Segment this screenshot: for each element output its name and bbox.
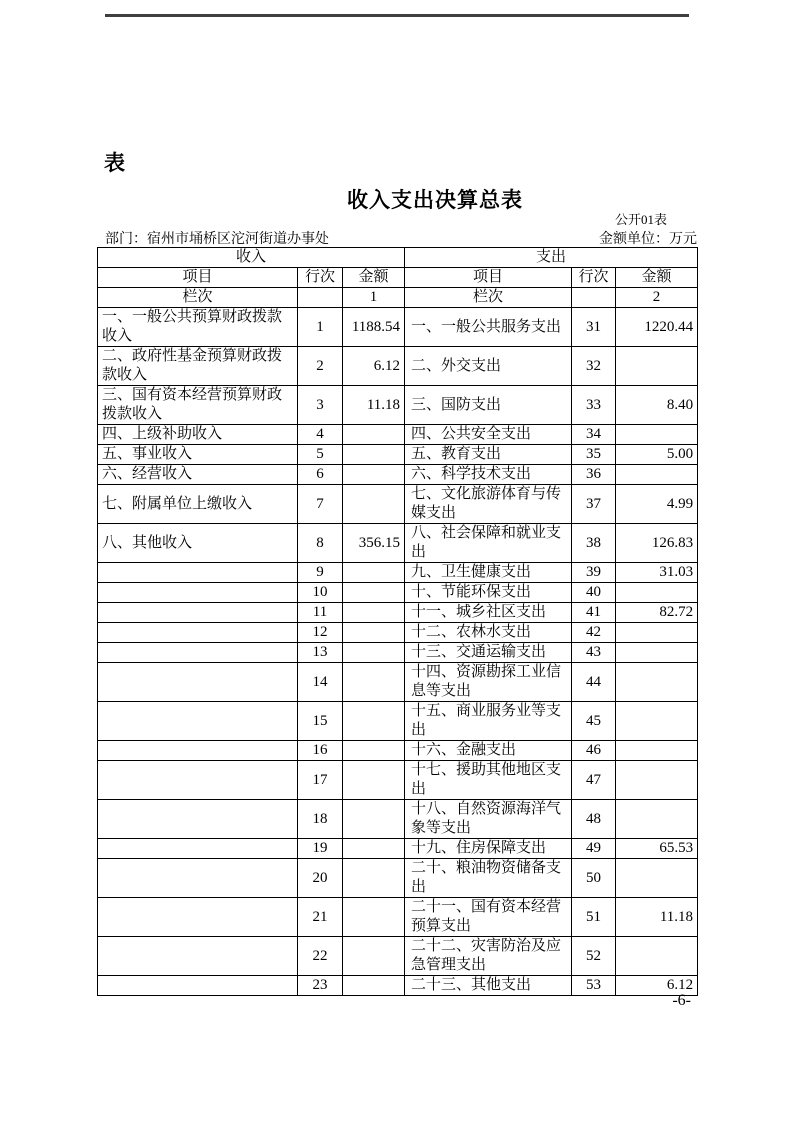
expense-line-cell: 53: [572, 976, 616, 996]
expense-line-header: 行次: [572, 268, 616, 288]
income-item-cell: [98, 603, 298, 623]
expense-index-label: 栏次: [405, 288, 572, 308]
expense-amount-cell: 4.99: [616, 485, 698, 524]
expense-item-cell: 十八、自然资源海洋气象等支出: [405, 800, 572, 839]
income-amount-cell: [343, 485, 405, 524]
table-header-rows: [98, 248, 698, 308]
income-amount-cell: [343, 761, 405, 800]
table-row: [98, 937, 698, 976]
table-row: [98, 663, 698, 702]
expense-amount-cell: [616, 347, 698, 386]
income-item-cell: [98, 643, 298, 663]
income-item-cell: [98, 702, 298, 741]
table-section-row: [98, 248, 698, 268]
income-amount-cell: [343, 603, 405, 623]
expense-item-header: 项目: [405, 268, 572, 288]
expense-item-cell: 十五、商业服务业等支出: [405, 702, 572, 741]
income-item-cell: [98, 898, 298, 937]
income-item-cell: [98, 563, 298, 583]
department-label: 部门：宿州市埇桥区沱河街道办事处: [105, 232, 329, 247]
table-column-header-row: [98, 268, 698, 288]
expense-amount-cell: [616, 623, 698, 643]
expense-amount-cell: [616, 800, 698, 839]
income-line-cell: 1: [298, 308, 343, 347]
expense-line-cell: 36: [572, 465, 616, 485]
table-row: [98, 603, 698, 623]
income-line-cell: 21: [298, 898, 343, 937]
table-row: [98, 445, 698, 465]
expense-item-cell: 十九、住房保障支出: [405, 839, 572, 859]
income-line-header: 行次: [298, 268, 343, 288]
expense-amount-cell: [616, 583, 698, 603]
expense-line-cell: 46: [572, 741, 616, 761]
expense-amount-cell: 65.53: [616, 839, 698, 859]
income-line-cell: 15: [298, 702, 343, 741]
expense-line-cell: 45: [572, 702, 616, 741]
income-index-label: 栏次: [98, 288, 298, 308]
table-body: [98, 308, 698, 996]
expense-amount-cell: 1220.44: [616, 308, 698, 347]
income-line-cell: 8: [298, 524, 343, 563]
expense-amount-cell: 126.83: [616, 524, 698, 563]
expense-line-cell: 35: [572, 445, 616, 465]
expense-line-cell: 49: [572, 839, 616, 859]
expense-amount-cell: [616, 937, 698, 976]
expense-item-cell: 七、文化旅游体育与传媒支出: [405, 485, 572, 524]
expense-item-cell: 十二、农林水支出: [405, 623, 572, 643]
expense-item-cell: 二十三、其他支出: [405, 976, 572, 996]
income-line-cell: 13: [298, 643, 343, 663]
expense-line-cell: 51: [572, 898, 616, 937]
expense-col-index: 2: [616, 288, 698, 308]
income-item-cell: 五、事业收入: [98, 445, 298, 465]
expense-item-cell: 八、社会保障和就业支出: [405, 524, 572, 563]
page-number: -6-: [672, 992, 691, 1009]
income-amount-cell: [343, 800, 405, 839]
income-line-cell: 19: [298, 839, 343, 859]
income-amount-header: 金额: [343, 268, 405, 288]
header-rule: [105, 14, 689, 17]
income-amount-cell: [343, 445, 405, 465]
table-row: [98, 465, 698, 485]
income-col-index: 1: [343, 288, 405, 308]
income-amount-cell: [343, 859, 405, 898]
unit-label: 金额单位：万元: [599, 232, 697, 247]
income-line-cell: 18: [298, 800, 343, 839]
expense-section-header: 支出: [405, 248, 698, 268]
expense-line-cell: 47: [572, 761, 616, 800]
income-line-cell: 6: [298, 465, 343, 485]
expense-item-cell: 十七、援助其他地区支出: [405, 761, 572, 800]
expense-line-cell: 52: [572, 937, 616, 976]
income-amount-cell: [343, 702, 405, 741]
income-line-cell: 7: [298, 485, 343, 524]
table-row: [98, 386, 698, 425]
income-line-cell: 16: [298, 741, 343, 761]
income-amount-cell: [343, 465, 405, 485]
income-index-empty: [298, 288, 343, 308]
expense-item-cell: 十四、资源勘探工业信息等支出: [405, 663, 572, 702]
expense-item-cell: 十三、交通运输支出: [405, 643, 572, 663]
income-item-cell: 四、上级补助收入: [98, 425, 298, 445]
expense-amount-cell: 31.03: [616, 563, 698, 583]
income-item-header: 项目: [98, 268, 298, 288]
income-amount-cell: 6.12: [343, 347, 405, 386]
expense-item-cell: 九、卫生健康支出: [405, 563, 572, 583]
table-row: [98, 643, 698, 663]
expense-item-cell: 二十、粮油物资储备支出: [405, 859, 572, 898]
expense-line-cell: 41: [572, 603, 616, 623]
income-item-cell: [98, 663, 298, 702]
expense-line-cell: 48: [572, 800, 616, 839]
income-item-cell: 二、政府性基金预算财政拨款收入: [98, 347, 298, 386]
expense-line-cell: 37: [572, 485, 616, 524]
expense-amount-cell: [616, 741, 698, 761]
income-amount-cell: [343, 623, 405, 643]
expense-line-cell: 31: [572, 308, 616, 347]
income-item-cell: 六、经营收入: [98, 465, 298, 485]
expense-amount-cell: [616, 465, 698, 485]
expense-amount-cell: [616, 663, 698, 702]
income-line-cell: 22: [298, 937, 343, 976]
income-line-cell: 23: [298, 976, 343, 996]
income-item-cell: [98, 800, 298, 839]
expense-item-cell: 三、国防支出: [405, 386, 572, 425]
income-line-cell: 5: [298, 445, 343, 465]
income-amount-cell: 356.15: [343, 524, 405, 563]
expense-amount-cell: 11.18: [616, 898, 698, 937]
table-row: [98, 524, 698, 563]
table-code-label: 公开01表: [614, 212, 667, 227]
expense-amount-cell: [616, 425, 698, 445]
income-line-cell: 3: [298, 386, 343, 425]
page-title: 收入支出决算总表: [347, 188, 523, 212]
table-row: [98, 308, 698, 347]
income-amount-cell: [343, 937, 405, 976]
income-line-cell: 10: [298, 583, 343, 603]
table-index-row: [98, 288, 698, 308]
income-item-cell: [98, 859, 298, 898]
meta-row: [97, 228, 697, 248]
table-row: [98, 761, 698, 800]
summary-table: [97, 247, 698, 996]
table-row: [98, 741, 698, 761]
table-row: [98, 839, 698, 859]
income-item-cell: [98, 741, 298, 761]
income-line-cell: 4: [298, 425, 343, 445]
table-row: [98, 425, 698, 445]
income-amount-cell: [343, 643, 405, 663]
expense-item-cell: 六、科学技术支出: [405, 465, 572, 485]
expense-item-cell: 十一、城乡社区支出: [405, 603, 572, 623]
expense-item-cell: 十六、金融支出: [405, 741, 572, 761]
income-amount-cell: 11.18: [343, 386, 405, 425]
table-row: [98, 800, 698, 839]
income-line-cell: 2: [298, 347, 343, 386]
income-item-cell: 八、其他收入: [98, 524, 298, 563]
income-amount-cell: [343, 839, 405, 859]
expense-amount-cell: 82.72: [616, 603, 698, 623]
expense-amount-cell: [616, 702, 698, 741]
income-amount-cell: [343, 563, 405, 583]
expense-line-cell: 50: [572, 859, 616, 898]
table-row: [98, 623, 698, 643]
expense-item-cell: 四、公共安全支出: [405, 425, 572, 445]
income-line-cell: 11: [298, 603, 343, 623]
expense-amount-cell: [616, 643, 698, 663]
income-amount-cell: [343, 663, 405, 702]
expense-amount-cell: 8.40: [616, 386, 698, 425]
expense-line-cell: 34: [572, 425, 616, 445]
income-item-cell: [98, 623, 298, 643]
table-row: [98, 563, 698, 583]
income-line-cell: 14: [298, 663, 343, 702]
income-section-header: 收入: [98, 248, 405, 268]
table-row: [98, 347, 698, 386]
table-row: [98, 583, 698, 603]
expense-line-cell: 33: [572, 386, 616, 425]
income-amount-cell: 1188.54: [343, 308, 405, 347]
income-line-cell: 20: [298, 859, 343, 898]
expense-line-cell: 42: [572, 623, 616, 643]
expense-amount-cell: [616, 859, 698, 898]
expense-line-cell: 44: [572, 663, 616, 702]
table-row: [98, 898, 698, 937]
expense-amount-header: 金额: [616, 268, 698, 288]
income-amount-cell: [343, 741, 405, 761]
income-item-cell: [98, 583, 298, 603]
income-item-cell: [98, 937, 298, 976]
table-row: [98, 859, 698, 898]
expense-line-cell: 40: [572, 583, 616, 603]
income-amount-cell: [343, 425, 405, 445]
expense-item-cell: 五、教育支出: [405, 445, 572, 465]
income-amount-cell: [343, 898, 405, 937]
table-row: [98, 702, 698, 741]
expense-line-cell: 38: [572, 524, 616, 563]
expense-item-cell: 十、节能环保支出: [405, 583, 572, 603]
income-item-cell: 三、国有资本经营预算财政拨款收入: [98, 386, 298, 425]
income-amount-cell: [343, 583, 405, 603]
income-line-cell: 9: [298, 563, 343, 583]
expense-item-cell: 二十一、国有资本经营预算支出: [405, 898, 572, 937]
expense-item-cell: 二、外交支出: [405, 347, 572, 386]
expense-line-cell: 39: [572, 563, 616, 583]
expense-line-cell: 32: [572, 347, 616, 386]
expense-amount-cell: [616, 761, 698, 800]
income-item-cell: [98, 761, 298, 800]
expense-item-cell: 二十二、灾害防治及应急管理支出: [405, 937, 572, 976]
income-line-cell: 17: [298, 761, 343, 800]
income-item-cell: 一、一般公共预算财政拨款收入: [98, 308, 298, 347]
section-heading: 表: [104, 151, 126, 175]
expense-amount-cell: 6.12: [616, 976, 698, 996]
expense-item-cell: 一、一般公共服务支出: [405, 308, 572, 347]
income-item-cell: 七、附属单位上缴收入: [98, 485, 298, 524]
income-item-cell: [98, 839, 298, 859]
income-line-cell: 12: [298, 623, 343, 643]
expense-amount-cell: 5.00: [616, 445, 698, 465]
expense-index-empty: [572, 288, 616, 308]
expense-line-cell: 43: [572, 643, 616, 663]
table-row: [98, 485, 698, 524]
